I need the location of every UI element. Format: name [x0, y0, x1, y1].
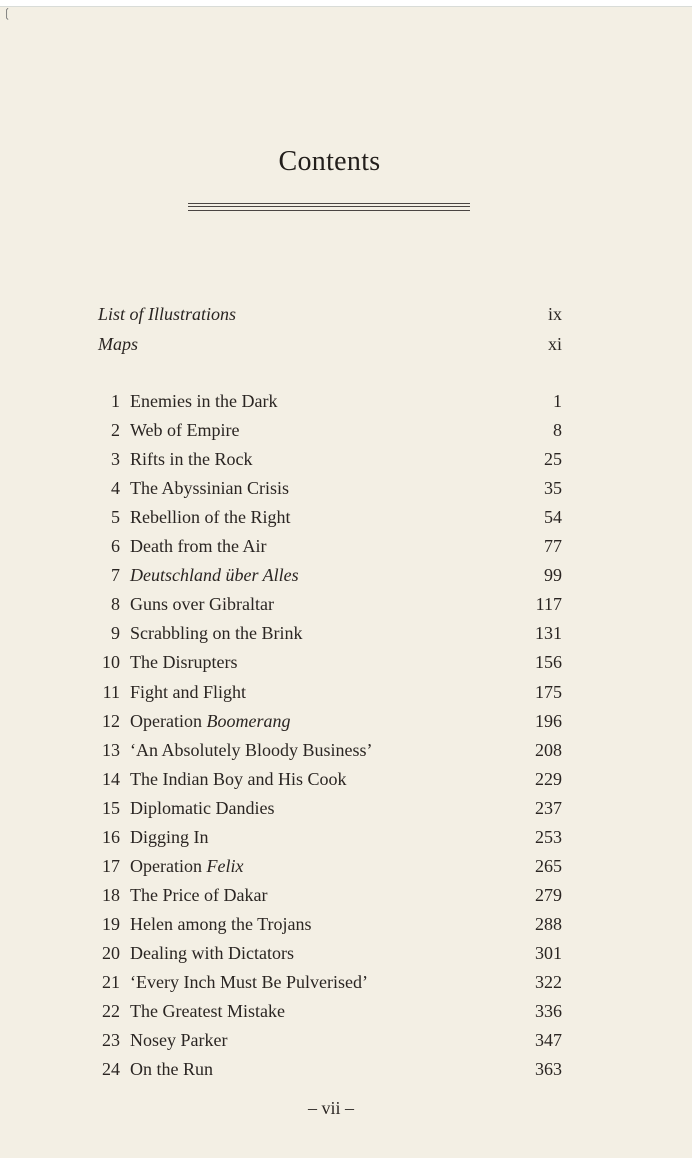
toc-chapter-row — [0, 911, 692, 937]
toc-entry-title: Scrabbling on the Brink — [130, 623, 303, 644]
page-top-edge — [0, 0, 692, 9]
toc-page-number: 25 — [544, 449, 562, 470]
toc-chapter-number: 5 — [111, 507, 120, 528]
toc-chapter-row — [0, 533, 692, 559]
title-rule — [188, 206, 470, 207]
toc-entry-title: Guns over Gibraltar — [130, 594, 274, 615]
toc-chapter-number: 10 — [102, 652, 120, 673]
toc-chapter-row — [0, 708, 692, 734]
toc-entry-title: List of Illustrations — [98, 304, 237, 324]
toc-entry-title: Operation Boomerang — [130, 710, 291, 731]
toc-entry-title: Digging In — [130, 826, 209, 847]
toc-entry-title: Diplomatic Dandies — [130, 797, 275, 818]
toc-chapter-row — [0, 388, 692, 414]
toc-chapter-row — [0, 824, 692, 850]
toc-chapter-number: 21 — [102, 972, 120, 992]
toc-page-number: 237 — [535, 797, 562, 818]
toc-chapter-row — [0, 1027, 692, 1053]
toc-chapter-number: 23 — [102, 1030, 120, 1051]
toc-entry-title: The Disrupters — [130, 652, 238, 673]
toc-page-number: 229 — [535, 768, 562, 789]
toc-entry-title: ‘An Absolutely Bloody Business’ — [130, 739, 373, 760]
toc-page-number: 336 — [535, 1001, 562, 1022]
toc-page-number: 35 — [544, 478, 562, 499]
toc-page-number: 99 — [544, 565, 562, 586]
toc-chapter-number: 9 — [111, 623, 120, 644]
toc-entry-title: Nosey Parker — [130, 1030, 228, 1051]
toc-chapter-row — [0, 649, 692, 675]
toc-page-number: 77 — [544, 536, 562, 557]
toc-chapter-row — [0, 620, 692, 646]
toc-page-number: 301 — [535, 942, 562, 963]
toc-entry-title: Death from the Air — [130, 536, 267, 557]
toc-chapter-number: 18 — [102, 884, 120, 905]
toc-chapter-number: 20 — [102, 942, 120, 963]
toc-page-number: ix — [547, 304, 562, 324]
toc-chapter-row — [0, 591, 692, 617]
toc-page-number: 363 — [535, 1059, 562, 1080]
toc-chapter-row — [0, 504, 692, 530]
toc-chapter-number: 7 — [111, 565, 120, 586]
toc-chapter-row — [0, 882, 692, 908]
toc-chapter-number: 19 — [102, 913, 120, 934]
scan-mark: ❲ — [2, 6, 13, 20]
toc-page-number: 253 — [535, 826, 562, 847]
toc-chapter-row — [0, 562, 692, 588]
toc-entry-title: Deutschland über Alles — [130, 565, 299, 586]
toc-entry-title: ‘Every Inch Must Be Pulverised’ — [130, 972, 368, 992]
toc-chapter-row — [0, 940, 692, 966]
toc-chapter-number: 11 — [102, 681, 120, 702]
toc-entry-title: Dealing with Dictators — [130, 942, 294, 963]
title-rule — [188, 203, 470, 204]
toc-chapter-number: 22 — [102, 1001, 120, 1022]
toc-chapter-number: 24 — [102, 1059, 120, 1080]
toc-chapter-number: 3 — [111, 449, 120, 470]
toc-page-number: 156 — [535, 652, 562, 673]
toc-page-number: 208 — [535, 739, 562, 760]
toc-page-number: 54 — [544, 507, 562, 528]
toc-chapter-row — [0, 766, 692, 792]
toc-chapter-number: 2 — [111, 420, 120, 441]
toc-chapter-row — [0, 737, 692, 763]
toc-entry-title: Rifts in the Rock — [130, 449, 253, 470]
toc-chapter-number: 6 — [111, 536, 120, 557]
toc-page-number: 117 — [535, 594, 562, 615]
toc-page-number: 265 — [535, 855, 562, 876]
toc-front-matter-row — [0, 331, 692, 357]
toc-chapter-number: 16 — [102, 826, 120, 847]
toc-page-number: 196 — [535, 710, 562, 731]
toc-entry-title: On the Run — [130, 1059, 213, 1080]
toc-page-number: 322 — [535, 972, 562, 992]
toc-chapter-number: 17 — [102, 855, 120, 876]
toc-entry-title: Operation Felix — [130, 855, 244, 876]
toc-entry-title: Web of Empire — [130, 420, 240, 441]
toc-front-matter-row — [0, 301, 692, 327]
toc-entry-title: The Abyssinian Crisis — [130, 478, 290, 499]
toc-chapter-number: 12 — [102, 710, 120, 731]
toc-chapter-row — [0, 853, 692, 879]
toc-chapter-row — [0, 795, 692, 821]
toc-page-number: 347 — [535, 1030, 562, 1051]
toc-chapter-number: 13 — [102, 739, 120, 760]
toc-page-number: 175 — [535, 681, 562, 702]
toc-chapter-number: 14 — [102, 768, 120, 789]
toc-chapter-row — [0, 998, 692, 1024]
toc-page-number: 1 — [553, 391, 562, 411]
toc-entry-title: Maps — [98, 334, 138, 354]
toc-chapter-number: 1 — [111, 391, 120, 411]
page-title: Contents — [278, 146, 381, 177]
toc-chapter-row — [0, 679, 692, 705]
toc-chapter-number: 8 — [111, 594, 120, 615]
toc-chapter-number: 4 — [111, 478, 120, 499]
toc-page-number: 8 — [553, 420, 562, 441]
toc-page-number: 131 — [535, 623, 562, 644]
toc-entry-title: The Greatest Mistake — [130, 1001, 285, 1022]
toc-entry-title: Fight and Flight — [130, 681, 247, 702]
toc-chapter-number: 15 — [102, 797, 120, 818]
toc-chapter-row — [0, 969, 692, 995]
page-folio: – vii – — [307, 1098, 354, 1118]
toc-entry-title: Rebellion of the Right — [130, 507, 291, 528]
toc-chapter-row — [0, 475, 692, 501]
toc-page-number: 279 — [535, 884, 562, 905]
toc-page-number: xi — [547, 334, 562, 354]
toc-page-number: 288 — [535, 913, 562, 934]
toc-chapter-row — [0, 417, 692, 443]
toc-entry-title: Helen among the Trojans — [130, 913, 312, 934]
toc-chapter-row — [0, 1056, 692, 1082]
toc-entry-title: The Indian Boy and His Cook — [130, 768, 347, 789]
toc-entry-title: The Price of Dakar — [130, 884, 268, 905]
toc-chapter-row — [0, 446, 692, 472]
toc-entry-title: Enemies in the Dark — [130, 391, 278, 411]
title-rule — [188, 210, 470, 211]
